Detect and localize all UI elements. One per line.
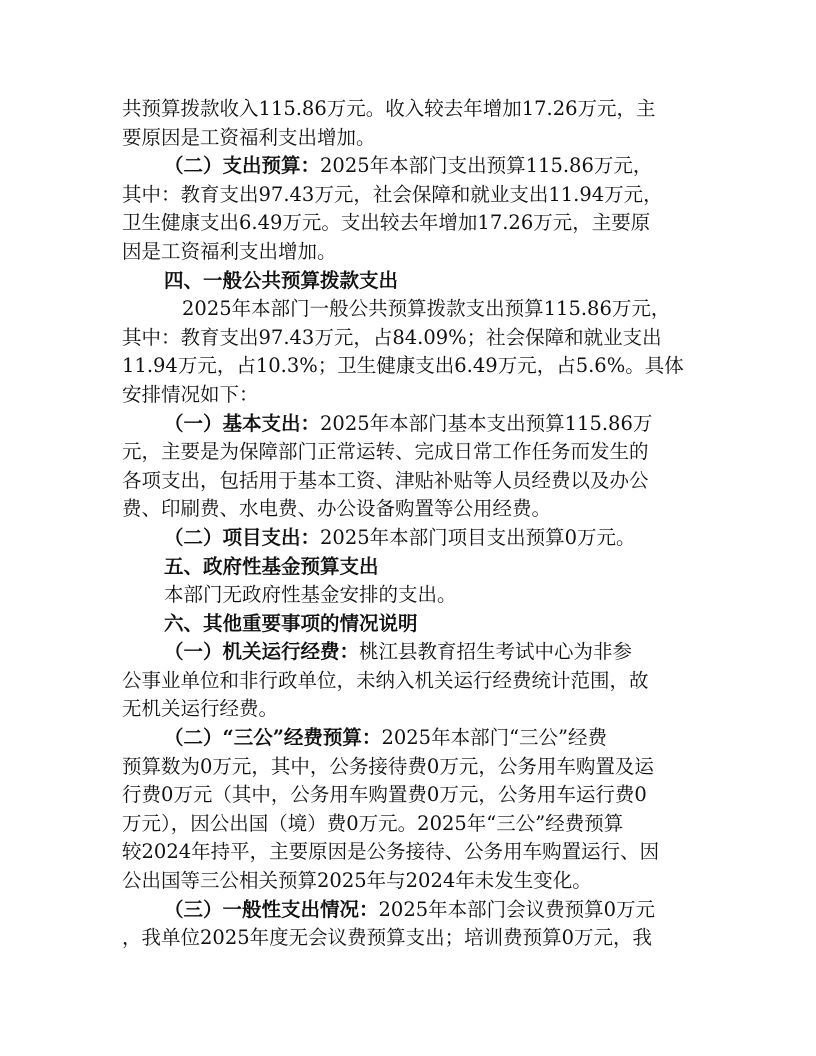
text-line: 行费0万元（其中，公务用车购置费0万元，公务用车运行费0: [122, 783, 647, 807]
text-line: 要原因是工资福利支出增加。: [122, 125, 376, 149]
subsection-heading: （二）支出预算：: [164, 154, 321, 178]
text-line: 共预算拨款收入115.86万元。收入较去年增加17.26万元，主: [122, 97, 656, 120]
text-line: 因是工资福利支出增加。: [122, 239, 337, 263]
text-line: 其中：教育支出97.43万元，占84.09%；社会保障和就业支出: [122, 325, 662, 349]
text-line: 公出国等三公相关预算2025年与2024年未发生变化。: [122, 869, 592, 893]
text-line: 安排情况如下：: [122, 382, 259, 406]
subsection-line: （二）项目支出：2025年本部门项目支出预算0万元。: [164, 525, 636, 549]
text-line: 11.94万元，占10.3%；卫生健康支出6.49万元，占5.6%。具体: [122, 354, 684, 378]
subsection-heading: （三）一般性支出情况：: [164, 897, 379, 921]
section-heading: 六、其他重要事项的情况说明: [164, 611, 418, 635]
text-line: 元，主要是为保障部门正常运转、完成日常工作任务而发生的: [122, 440, 649, 464]
subsection-line: （一）机关运行经费：桃江县教育招生考试中心为非参: [164, 640, 633, 664]
text-line: 公事业单位和非行政单位，未纳入机关运行经费统计范围，故: [122, 668, 649, 692]
text-line: 其中：教育支出97.43万元，社会保障和就业支出11.94万元，: [122, 182, 663, 206]
text-line: 费、印刷费、水电费、办公设备购置等公用经费。: [122, 497, 552, 521]
subsection-heading: （二）项目支出：: [164, 525, 321, 549]
text-line: 无机关运行经费。: [122, 697, 279, 721]
subsection-line: （三）一般性支出情况：2025年本部门会议费预算0万元: [164, 897, 656, 921]
text-line: 较2024年持平，主要原因是公务接待、公务用车购置运行、因: [122, 840, 660, 864]
subsection-heading: （一）机关运行经费：: [164, 640, 360, 664]
text-line: 预算数为0万元，其中，公务接待费0万元，公务用车购置及运: [122, 754, 654, 778]
text-line: ，我单位2025年度无会议费预算支出；培训费预算0万元，我: [122, 926, 653, 950]
subsection-line: （二）支出预算：2025年本部门支出预算115.86万元，: [164, 154, 653, 178]
subsection-line: （二）“三公”经费预算：2025年本部门“三公”经费: [164, 726, 608, 750]
text-line: 2025年本部门一般公共预算拨款支出预算115.86万元，: [182, 297, 671, 321]
text-line: 本部门无政府性基金安排的支出。: [164, 583, 457, 607]
subsection-heading: （二）“三公”经费预算：: [164, 726, 382, 750]
section-heading: 五、政府性基金预算支出: [164, 554, 379, 578]
subsection-heading: （一）基本支出：: [164, 411, 321, 435]
subsection-line: （一）基本支出：2025年本部门基本支出预算115.86万: [164, 411, 653, 435]
text-line: 万元），因公出国（境）费0万元。2025年“三公”经费预算: [122, 811, 624, 835]
text-line: 各项支出，包括用于基本工资、津贴补贴等人员经费以及办公: [122, 468, 649, 492]
text-line: 卫生健康支出6.49万元。支出较去年增加17.26万元，主要原: [122, 211, 651, 235]
document-body: [122, 95, 702, 953]
section-heading: 四、一般公共预算拨款支出: [164, 268, 399, 292]
